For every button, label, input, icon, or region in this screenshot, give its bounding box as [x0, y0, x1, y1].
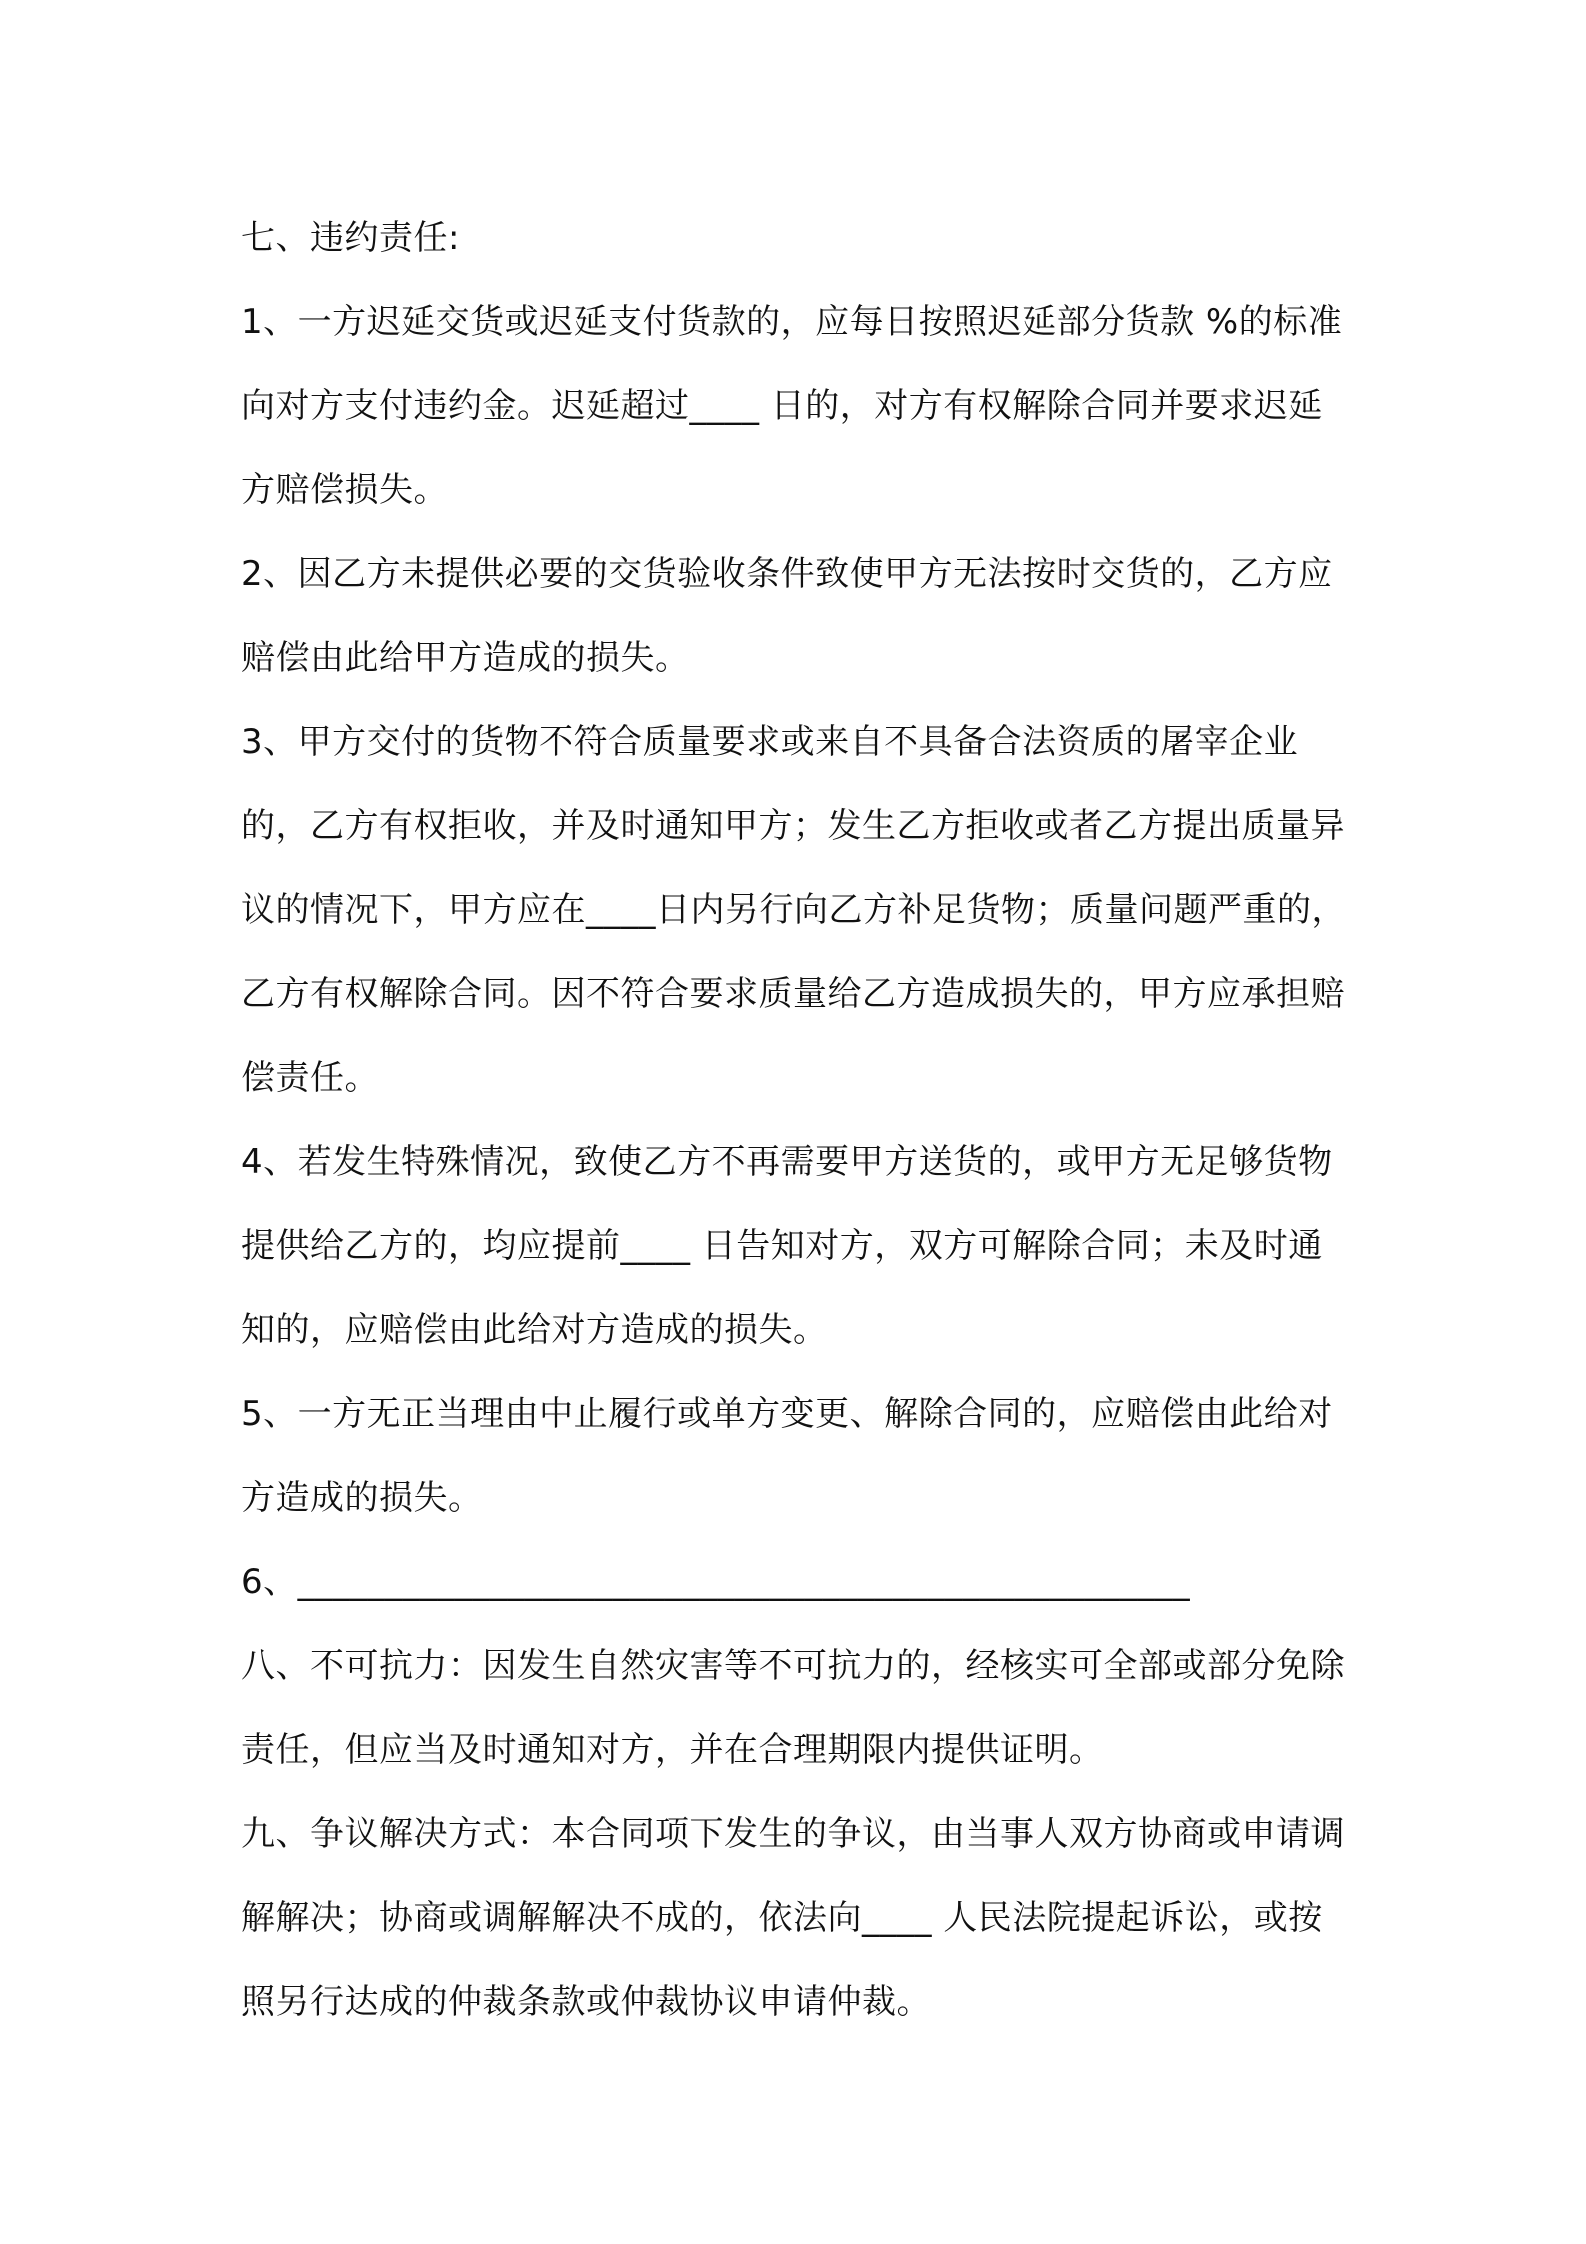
- document-page: [241, 196, 1356, 2044]
- section-heading-breach: 七、违约责任:: [241, 218, 460, 258]
- section-force-majeure: 八、不可抗力：因发生自然灾害等不可抗力的，经核实可全部或部分免除责任，但应当及时通知对方，并在合理期限内提供证明。: [241, 1646, 1345, 1770]
- clause-4-special-circumstances: 4、若发生特殊情况，致使乙方不再需要甲方送货的，或甲方无足够货物提供给乙方的，均应提前____ 日告知对方，双方可解除合同；未及时通知的，应赔偿由此给对方造成的损失。: [241, 1142, 1333, 1350]
- clause-3-quality: 3、甲方交付的货物不符合质量要求或来自不具备合法资质的屠宰企业的，乙方有权拒收，并及时通知甲方；发生乙方拒收或者乙方提出质量异议的情况下，甲方应在____日内另行向乙方补足货物；质量问题严重的，乙方有权解除合同。因不符合要求质量给乙方造成损失的，甲方应承担赔偿责任。: [241, 722, 1346, 1098]
- clause-5-termination: 5、一方无正当理由中止履行或单方变更、解除合同的，应赔偿由此给对方造成的损失。: [241, 1394, 1333, 1518]
- clause-6-blank: 6、___________________________________________________: [241, 1562, 1191, 1602]
- clause-2-acceptance-conditions: 2、因乙方未提供必要的交货验收条件致使甲方无法按时交货的，乙方应赔偿由此给甲方造成的损失。: [241, 554, 1333, 678]
- section-dispute-resolution: 九、争议解决方式：本合同项下发生的争议，由当事人双方协商或申请调解解决；协商或调解解决不成的，依法向____ 人民法院提起诉讼，或按照另行达成的仲裁条款或仲裁协议申请仲裁。: [241, 1814, 1345, 2022]
- clause-1-late-delivery: 1、一方迟延交货或迟延支付货款的，应每日按照迟延部分货款 %的标准向对方支付违约金。迟延超过____ 日的，对方有权解除合同并要求迟延方赔偿损失。: [241, 302, 1343, 510]
